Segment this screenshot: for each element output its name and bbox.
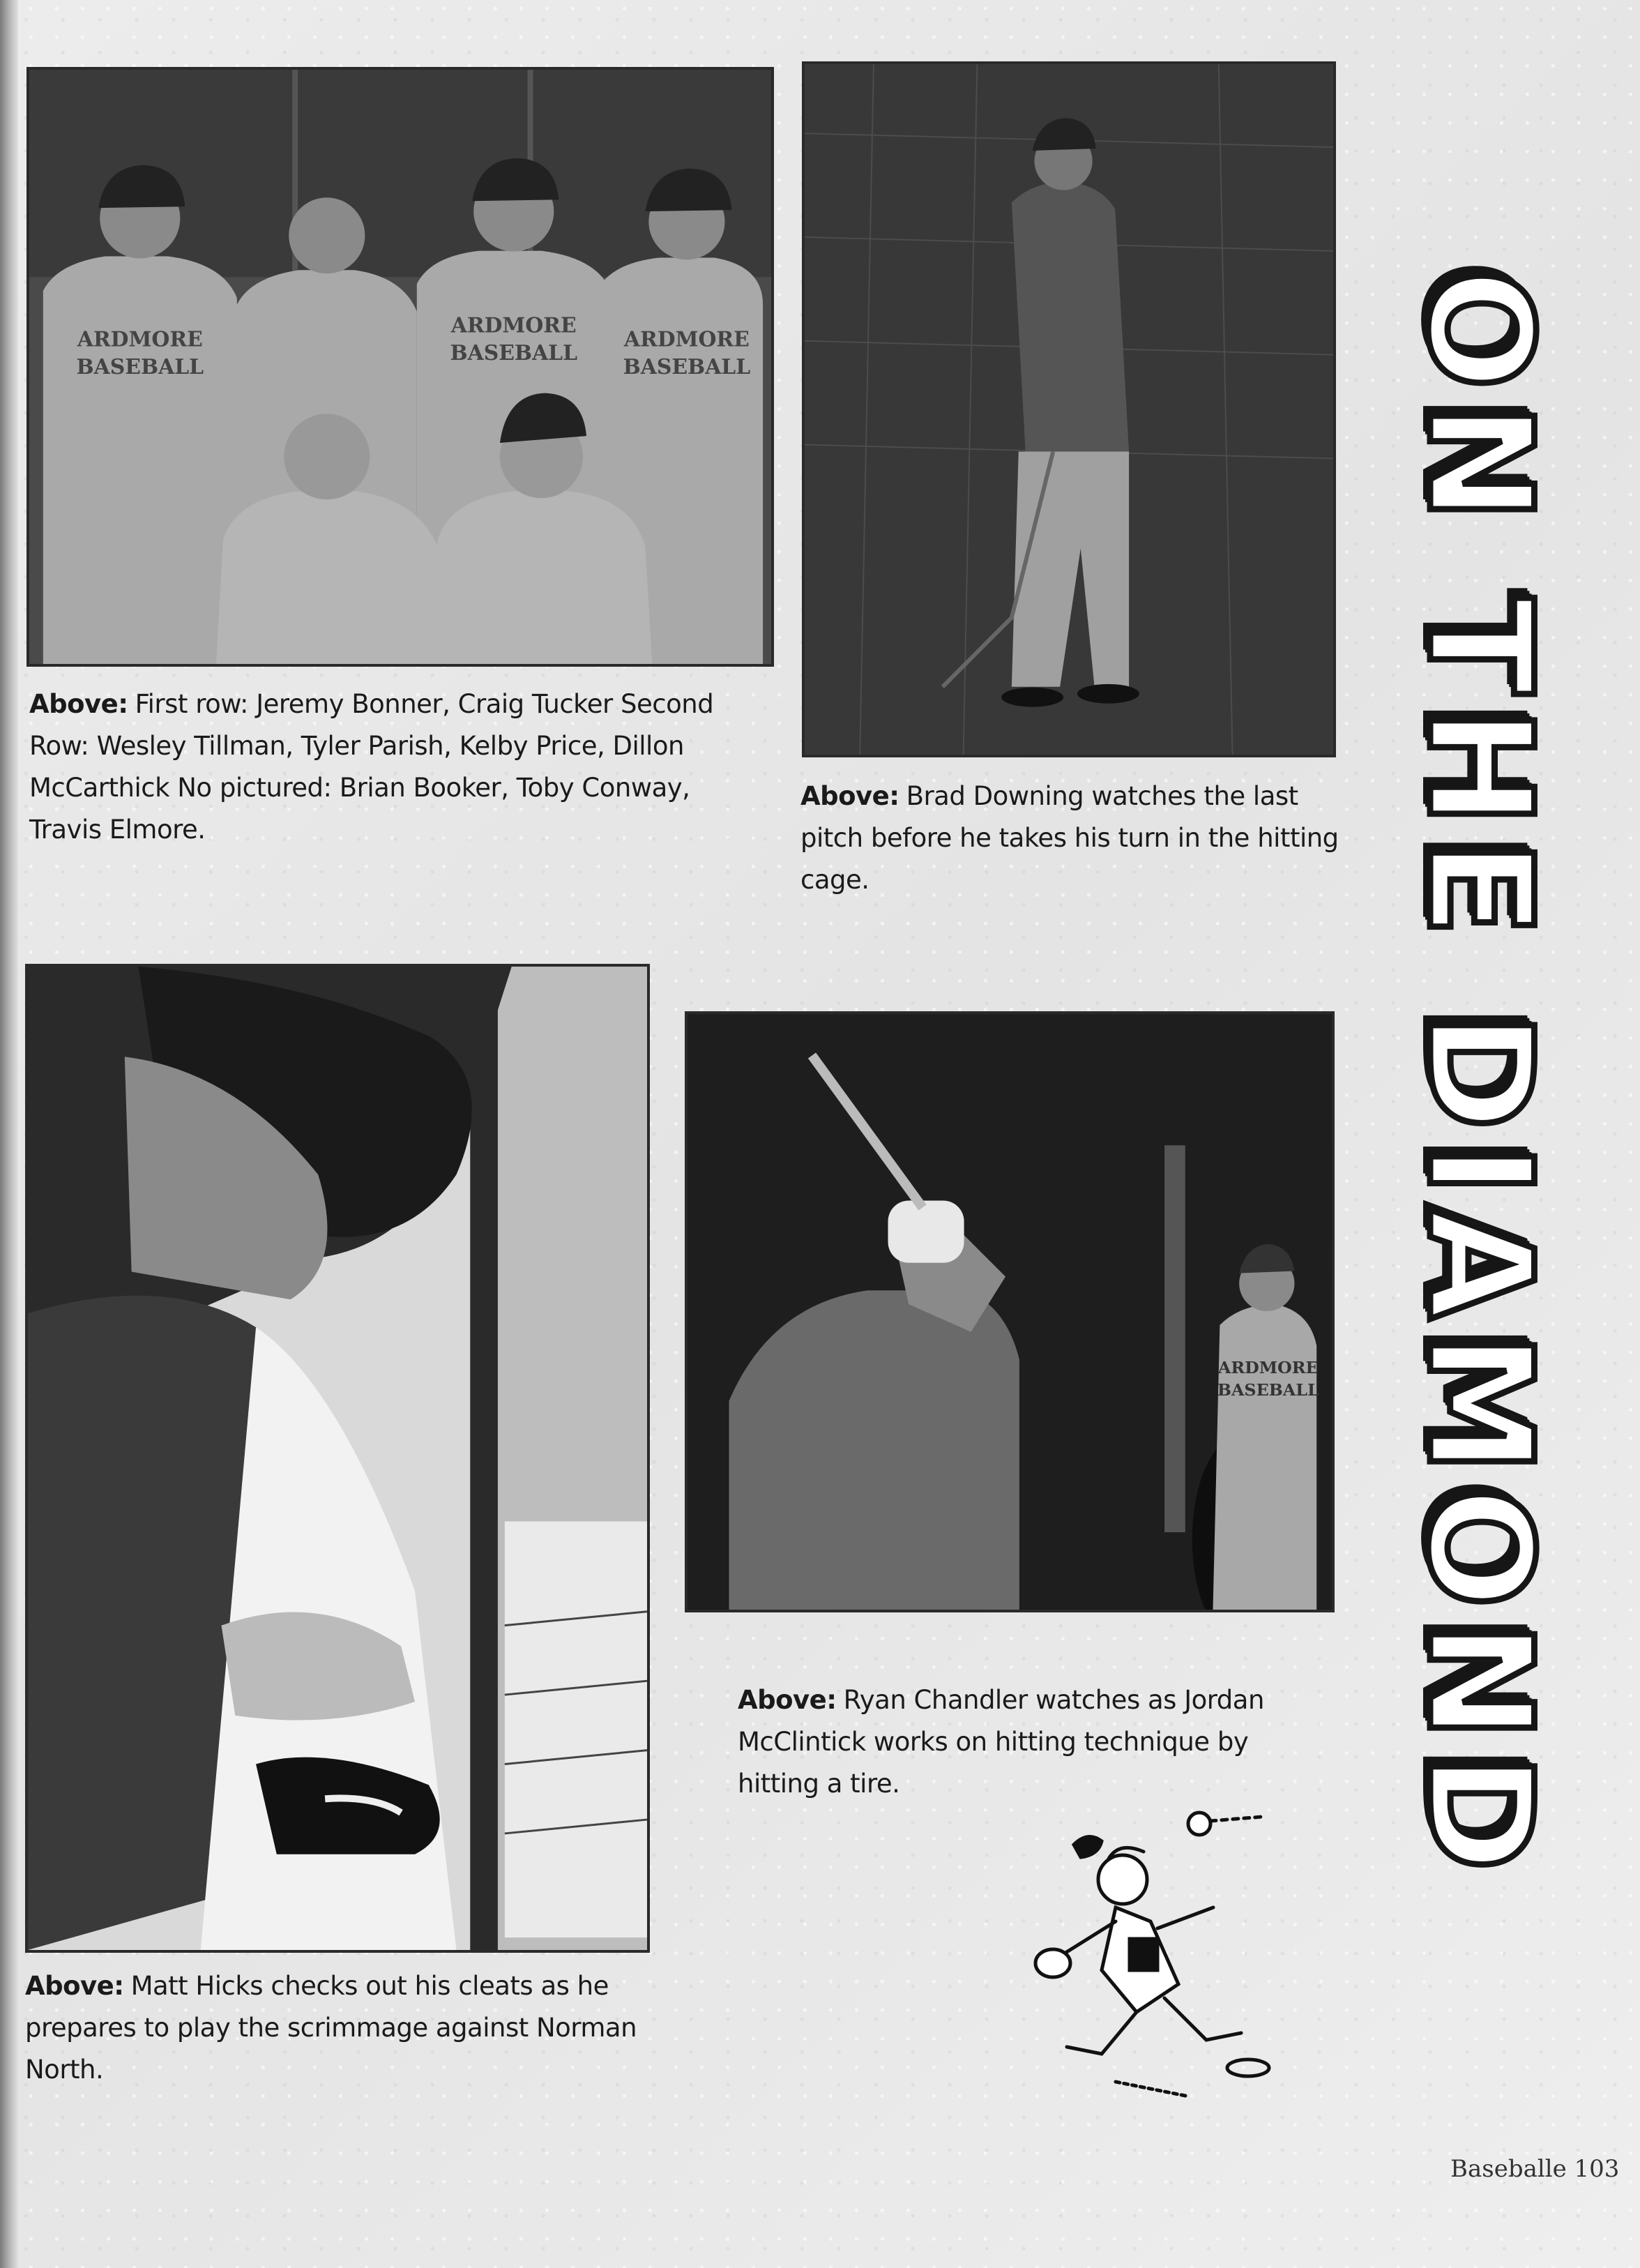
tire-hitting-caption bbox=[738, 1679, 1296, 1805]
caption-lead: Above: bbox=[25, 1971, 124, 2001]
caption-text: First row: Jeremy Bonner, Craig Tucker Second Row: Wesley Tillman, Tyler Parish, Kelby Price, Dillon McCarthick No pictured: Brian Booker, Toby Conway, Travis Elmore. bbox=[29, 689, 714, 845]
jersey-text: BASEBALL bbox=[1217, 1379, 1319, 1400]
jersey-text: BASEBALL bbox=[76, 354, 204, 379]
caption-text: Matt Hicks checks out his cleats as he prepares to play the scrimmage against Norman North. bbox=[25, 1971, 637, 2085]
team-photo-caption bbox=[29, 683, 768, 851]
tire-hitting-photo bbox=[685, 1011, 1335, 1612]
team-photo bbox=[26, 67, 774, 667]
page-binding-shadow bbox=[0, 0, 18, 2268]
jersey-text: ARDMORE bbox=[450, 313, 577, 338]
jersey-text: ARDMORE bbox=[1217, 1358, 1319, 1378]
cleats-photo-image bbox=[28, 967, 647, 1950]
page-title bbox=[1396, 269, 1569, 2026]
batting-cage-photo bbox=[802, 61, 1336, 757]
cleats-photo bbox=[25, 964, 650, 1953]
jersey-text: BASEBALL bbox=[623, 354, 751, 379]
page-footer: Baseballe 103 bbox=[1450, 2155, 1620, 2183]
caption-lead: Above: bbox=[29, 689, 128, 719]
cleats-caption bbox=[25, 1965, 653, 2091]
page-title-text: ON THE DIAMOND bbox=[1396, 269, 1562, 1885]
baseball-player-cartoon bbox=[1032, 1803, 1297, 2110]
batting-cage-caption bbox=[800, 776, 1344, 901]
jersey-text: ARDMORE bbox=[623, 327, 750, 352]
caption-lead: Above: bbox=[738, 1685, 837, 1715]
jersey-text: ARDMORE bbox=[77, 327, 203, 352]
jersey-text: BASEBALL bbox=[450, 341, 578, 366]
team-photo-image bbox=[29, 70, 771, 664]
caption-text: Ryan Chandler watches as Jordan McClintick works on hitting technique by hitting a tire. bbox=[738, 1685, 1264, 1799]
tire-hitting-photo-image bbox=[688, 1014, 1332, 1610]
caption-text: Brad Downing watches the last pitch before he takes his turn in the hitting cage. bbox=[800, 781, 1339, 895]
caption-lead: Above: bbox=[800, 781, 899, 811]
batting-cage-photo-image bbox=[805, 64, 1333, 755]
